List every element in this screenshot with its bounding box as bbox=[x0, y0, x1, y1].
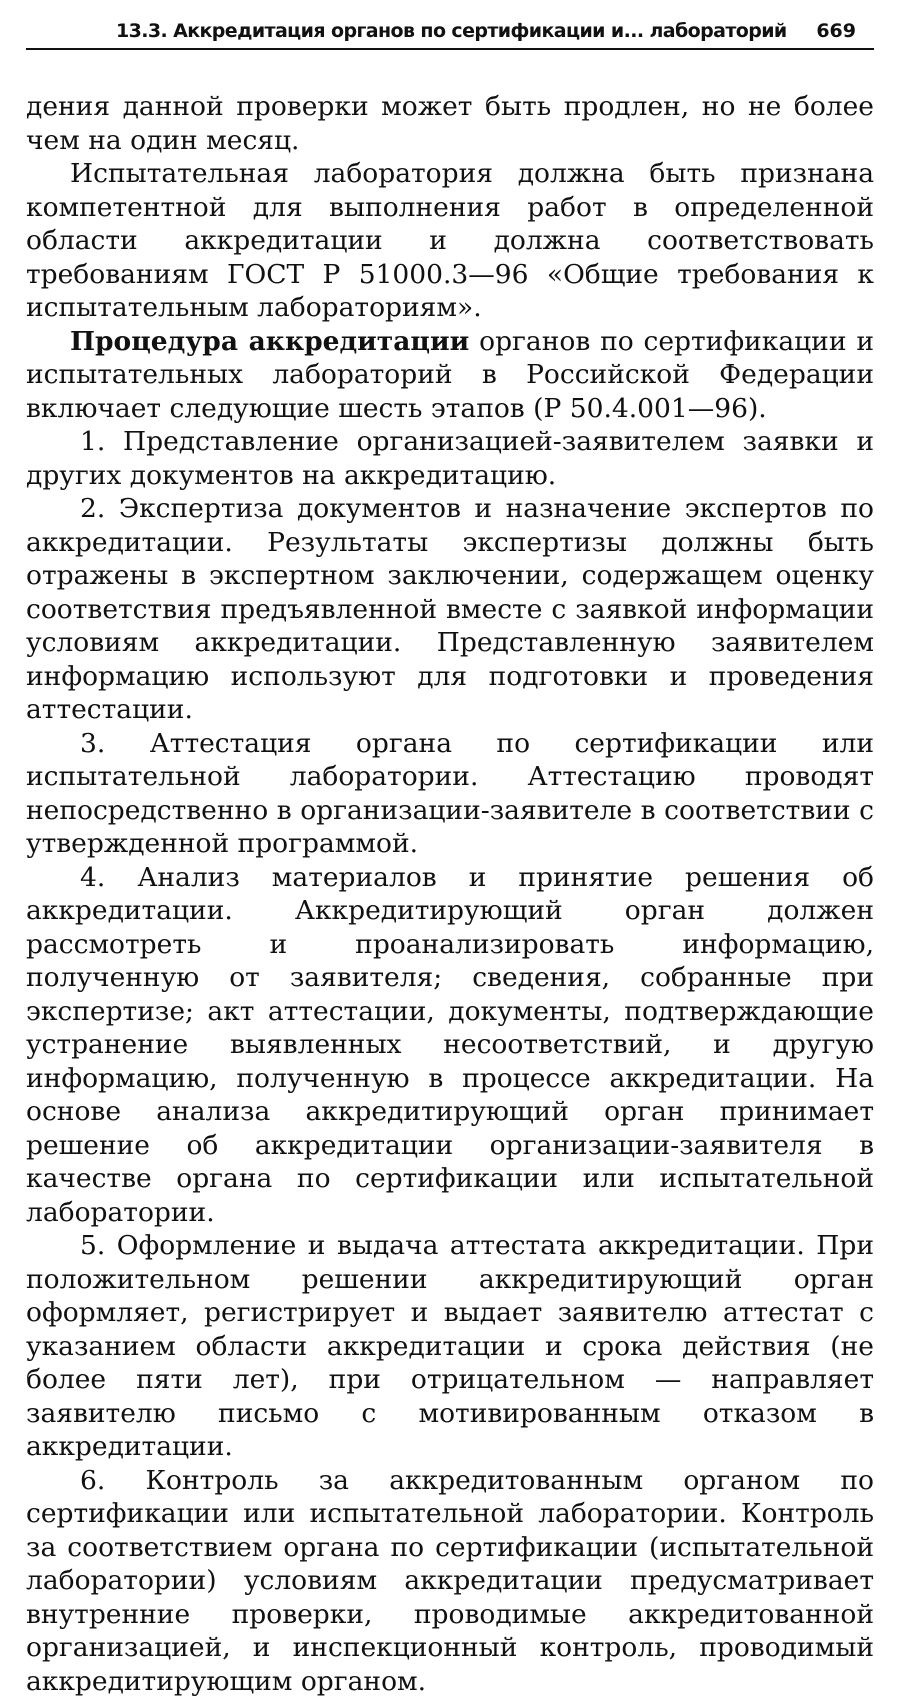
bold-term: Процедура аккредитации bbox=[70, 326, 469, 357]
step-text: Представление организацией-заявителем заявки и других документов на аккредитацию. bbox=[26, 426, 874, 491]
list-item-step-6 bbox=[26, 1464, 874, 1698]
step-number: 4. bbox=[80, 862, 105, 893]
step-number: 5. bbox=[80, 1230, 105, 1261]
list-item-step-3 bbox=[26, 727, 874, 861]
step-text: Контроль за аккредитованным органом по сертификации или испытательной лаборатории. Контроль за соответствием органа по сертификации (испытательной лаборатории) условиям аккредитации предусматривает внутренние проверки, проводимые аккредитованной организацией, и инспекционный контроль, проводимый аккредитирующим органом. bbox=[26, 1465, 874, 1697]
chapter-title: 13.3. Аккредитация органов по сертификации и... лабораторий bbox=[116, 14, 787, 48]
body-text bbox=[26, 90, 874, 1698]
list-item-step-2 bbox=[26, 492, 874, 727]
page-number: 669 bbox=[816, 14, 856, 48]
list-item-step-5 bbox=[26, 1229, 874, 1464]
paragraph-lab-competence: Испытательная лаборатория должна быть признана компетентной для выполнения работ в определенной области аккредитации и должна соответствовать требованиям ГОСТ Р 51000.3—96 «Общие требования к испытательным лабораториям». bbox=[26, 157, 874, 325]
step-text: Оформление и выдача аттестата аккредитации. При положительном решении аккредитирующий орган оформляет, регистрирует и выдает заявителю аттестат с указанием области аккредитации и срока действия (не более пяти лет), при отрицательном — направляет заявителю письмо с мотивированным отказом в аккредитации. bbox=[26, 1230, 874, 1462]
step-number: 6. bbox=[80, 1465, 105, 1496]
paragraph-continuation: дения данной проверки может быть продлен, но не более чем на один месяц. bbox=[26, 90, 874, 157]
list-item-step-1 bbox=[26, 425, 874, 492]
running-header bbox=[26, 14, 874, 50]
procedure-intro-text: органов по сертификации и испытательных лабораторий в Российской Федерации включает следующие шесть этапов (Р 50.4.001—96). bbox=[26, 326, 874, 424]
step-text: Экспертиза документов и назначение экспертов по аккредитации. Результаты экспертизы должны быть отражены в экспертном заключении, содержащем оценку соответствия предъявленной вместе с заявкой информации условиям аккредитации. Представленную заявителем информацию используют для подготовки и проведения аттестации. bbox=[26, 493, 874, 725]
step-number: 3. bbox=[80, 728, 105, 759]
book-page bbox=[26, 0, 874, 1600]
step-text: Аттестация органа по сертификации или испытательной лаборатории. Аттестацию проводят непосредственно в организации-заявителе в соответствии с утвержденной программой. bbox=[26, 728, 874, 860]
step-number: 2. bbox=[80, 493, 105, 524]
paragraph-procedure-intro bbox=[26, 325, 874, 426]
list-item-step-4 bbox=[26, 861, 874, 1230]
step-number: 1. bbox=[80, 426, 105, 457]
step-text: Анализ материалов и принятие решения об аккредитации. Аккредитирующий орган должен рассмотреть и проанализировать информацию, полученную от заявителя; сведения, собранные при экспертизе; акт аттестации, документы, подтверждающие устранение выявленных несоответствий, и другую информацию, полученную в процессе аккредитации. На основе анализа аккредитирующий орган принимает решение об аккредитации организации-заявителя в качестве органа по сертификации или испытательной лаборатории. bbox=[26, 862, 874, 1228]
